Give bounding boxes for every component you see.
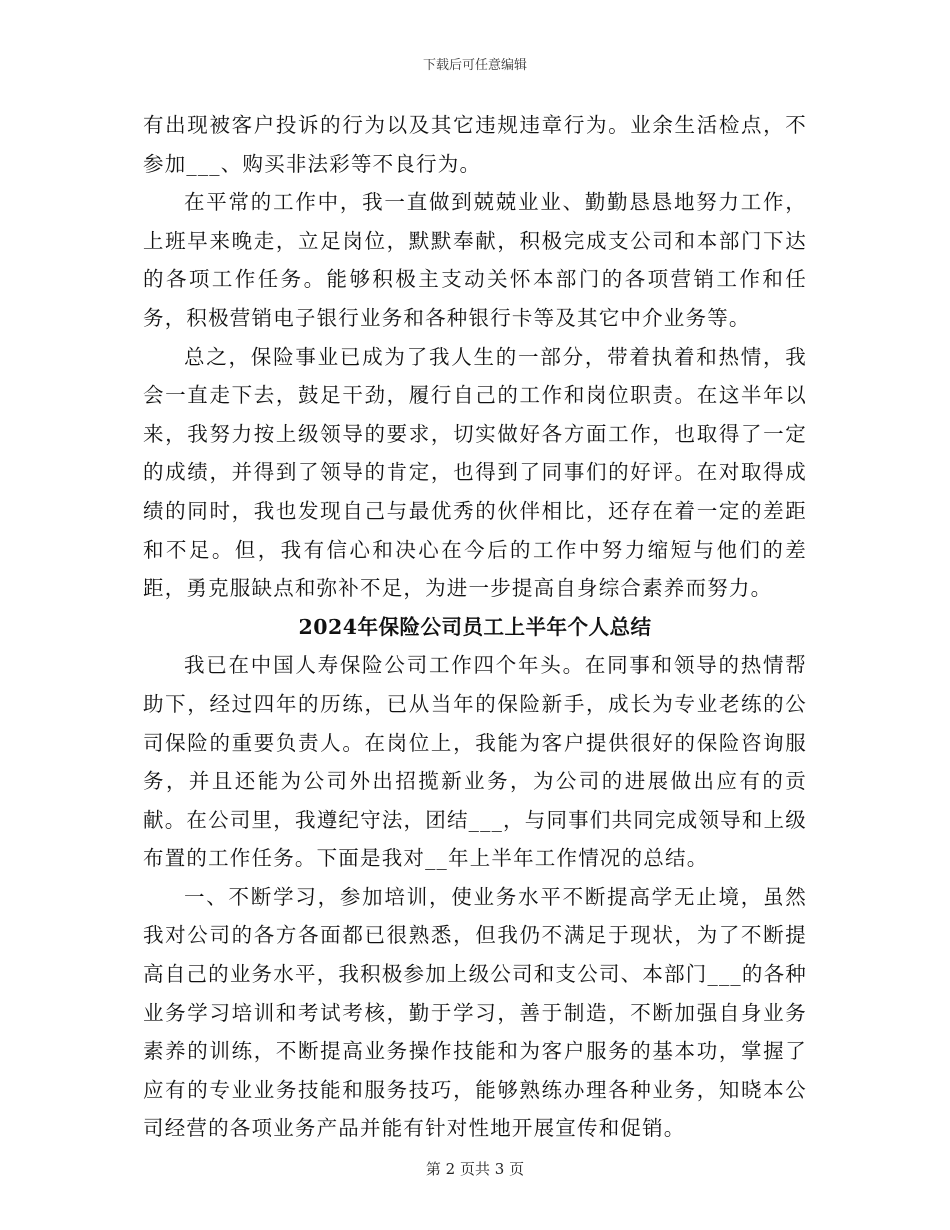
- paragraph-daily-work: 在平常的工作中，我一直做到兢兢业业、勤勤恳恳地努力工作，上班早来晚走，立足岗位，默默奉献，积极完成支公司和本部门下达的各项工作任务。能够积极主支动关怀本部门的各项营销工作和任务，积极营销电子银行业务和各种银行卡等及其它中介业务等。: [143, 190, 807, 330]
- page-footer: 第 2 页共 3 页: [425, 1160, 525, 1178]
- section-title: 2024年保险公司员工上半年个人总结: [298, 614, 652, 639]
- paragraph-introduction: 我已在中国人寿保险公司工作四个年头。在同事和领导的热情帮助下，经过四年的历练，已从当年的保险新手，成长为专业老练的公司保险的重要负责人。在岗位上，我能为客户提供很好的保险咨询服务，并且还能为公司外出招揽新业务，为公司的进展做出应有的贡献。在公司里，我遵纪守法，团结___，与同事们共同完成领导和上级布置的工作任务。下面是我对__年上半年工作情况的总结。: [143, 653, 807, 871]
- document-body: [143, 106, 807, 1148]
- page-header: 下载后可任意编辑: [422, 58, 527, 73]
- paragraph-learning: 一、不断学习，参加培训，使业务水平不断提高学无止境，虽然我对公司的各方各面都已很熟悉，但我仍不满足于现状，为了不断提高自己的业务水平，我积极参加上级公司和支公司、本部门___的各种业务学习培训和考试考核，勤于学习，善于制造，不断加强自身业务素养的训练，不断提高业务操作技能和为客户服务的基本功，掌握了应有的专业业务技能和服务技巧，能够熟练办理各种业务，知晓本公司经营的各项业务产品并能有针对性地开展宣传和促销。: [143, 884, 807, 1141]
- paragraph-conclusion: 总之，保险事业已成为了我人生的一部分，带着执着和热情，我会一直走下去，鼓足干劲，履行自己的工作和岗位职责。在这半年以来，我努力按上级领导的要求，切实做好各方面工作，也取得了一定的成绩，并得到了领导的肯定，也得到了同事们的好评。在对取得成绩的同时，我也发现自己与最优秀的伙伴相比，还存在着一定的差距和不足。但，我有信心和决心在今后的工作中努力缩短与他们的差距，勇克服缺点和弥补不足，为进一步提高自身综合素养而努力。: [143, 344, 807, 601]
- paragraph-continued: 有出现被客户投诉的行为以及其它违规违章行为。业余生活检点，不参加___、购买非法彩等不良行为。: [143, 113, 807, 176]
